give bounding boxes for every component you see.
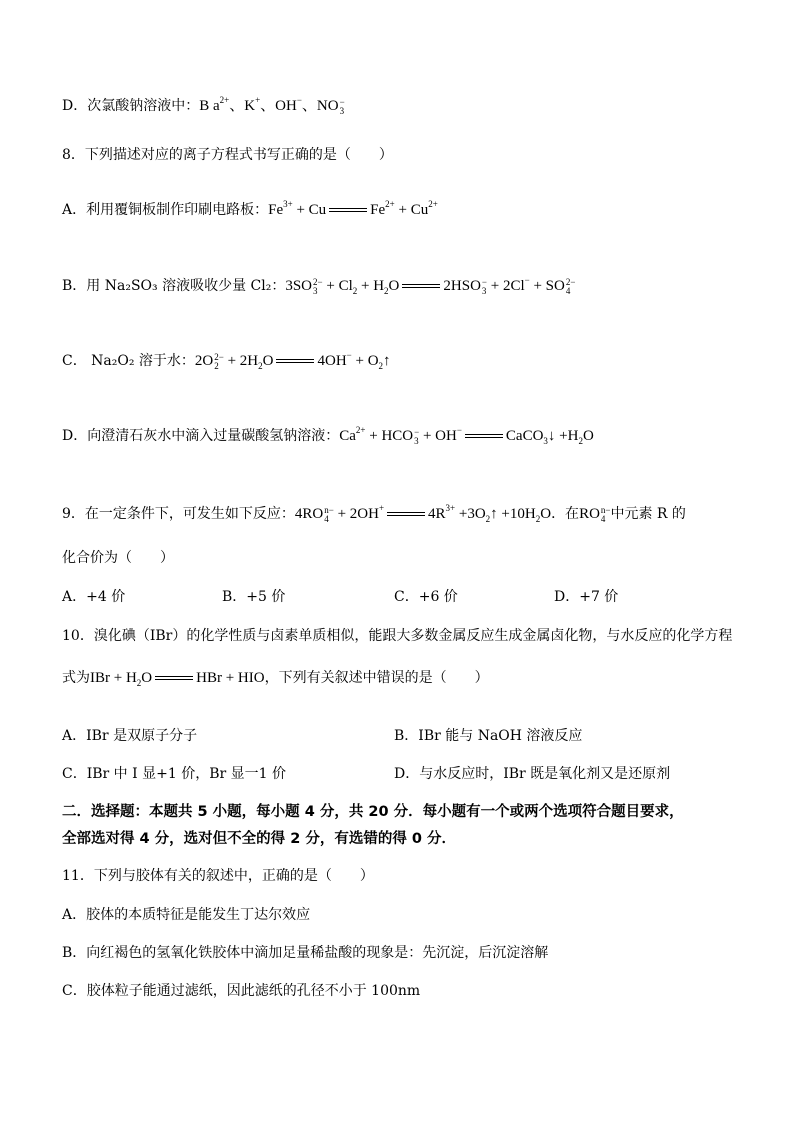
q9-equation: 4RO n− 4 + 2OH+ $4R^{3+}$ $+3O_2↑ +10H_2O$	[294, 503, 552, 524]
section2-heading-line1: 二．选择题：本题共 5 小题，每小题 4 分，共 20 分．每小题有一个或两个选项符合题目要求，	[62, 804, 684, 820]
q9-stem-suffix: 中元素 R 的	[610, 506, 686, 522]
q8-option-a-equation: $Fe^{3+} + Cu$ $Fe^{2+} + Cu^{2+}$	[268, 199, 438, 218]
q10-stem-prefix: 式为	[62, 670, 90, 686]
section2-heading-line2: 全部选对得 4 分，选对但不全的得 2 分，有选错的得 0 分．	[62, 831, 457, 847]
q8-option-c-label: C． Na₂O₂ 溶于水：	[62, 353, 195, 369]
q9-stem-line2: 化合价为（ ）	[62, 550, 174, 566]
q10-stem-suffix: ，下列有关叙述中错误的是（ ）	[264, 670, 489, 686]
q7-option-d-label: D．次氯酸钠溶液中：	[62, 98, 200, 114]
q8-option-c	[62, 351, 391, 371]
q8-option-d-equation: $Ca^{2+}$ + HCO − 3 + OH− CaCO$_3$↓ $+H_2O$	[339, 425, 594, 446]
q9-option-d: D．+7 价	[554, 589, 619, 605]
q7-option-d-ions: B $a^{2+}$、K+、OH−、NO − 3	[199, 95, 345, 116]
q10-equation: IBr + $H_2O$ HBr + HIO	[90, 670, 265, 688]
q9-ion: RO n− 4	[579, 504, 611, 524]
q10-stem-line1: 10．溴化碘（IBr）的化学性质与卤素单质相似，能跟大多数金属反应生成金属卤化物，与水反应的化学方程	[62, 628, 733, 644]
q10-option-a: A．IBr 是双原子分子	[62, 728, 198, 744]
q10-option-b: B．IBr 能与 NaOH 溶液反应	[394, 728, 583, 744]
q8-option-b-label: B．用 Na₂SO₃ 溶液吸收少量 Cl₂：	[62, 278, 286, 294]
q8-option-b	[62, 276, 575, 296]
q10-option-c: C．IBr 中 I 显+1 价，Br 显一1 价	[62, 766, 286, 782]
q11-option-a: A．胶体的本质特征是能发生丁达尔效应	[62, 907, 311, 923]
q11-stem: 11．下列与胶体有关的叙述中，正确的是（ ）	[62, 868, 374, 884]
q9-stem-mid: ．在	[551, 506, 580, 522]
q7-option-d	[62, 96, 345, 116]
q9-stem-prefix: 9．在一定条件下，可发生如下反应：	[62, 506, 295, 522]
q9-option-c: C．+6 价	[394, 589, 458, 605]
q8-option-a-label: A．利用覆铜板制作印刷电路板：	[62, 202, 269, 218]
q9-option-a: A．+4 价	[62, 589, 126, 605]
q8-stem: 8．下列描述对应的离子方程式书写正确的是（ ）	[62, 147, 393, 163]
q9-stem-line1	[62, 504, 686, 524]
q10-option-d: D．与水反应时，IBr 既是氧化剂又是还原剂	[394, 766, 671, 782]
q8-option-d-label: D．向澄清石灰水中滴入过量碳酸氢钠溶液：	[62, 428, 340, 444]
q11-option-b: B．向红褐色的氢氧化铁胶体中滴加足量稀盐酸的现象是：先沉淀，后沉淀溶解	[62, 945, 549, 961]
q8-option-d	[62, 426, 594, 446]
q8-option-c-equation: 2O 2− 2 + $2H_2O$ $4OH^- + O_2↑$	[194, 350, 391, 371]
q11-option-c: C．胶体粒子能通过滤纸，因此滤纸的孔径不小于 100nm	[62, 983, 421, 999]
q10-stem-line2	[62, 668, 489, 688]
q8-option-b-equation: 3SO 2− 3 + $Cl_2 + H_2O$ 2HSO − 3 + 2Cl− + SO 2− 4	[285, 275, 576, 296]
q8-option-a	[62, 200, 438, 220]
q9-option-b: B．+5 价	[222, 589, 286, 605]
